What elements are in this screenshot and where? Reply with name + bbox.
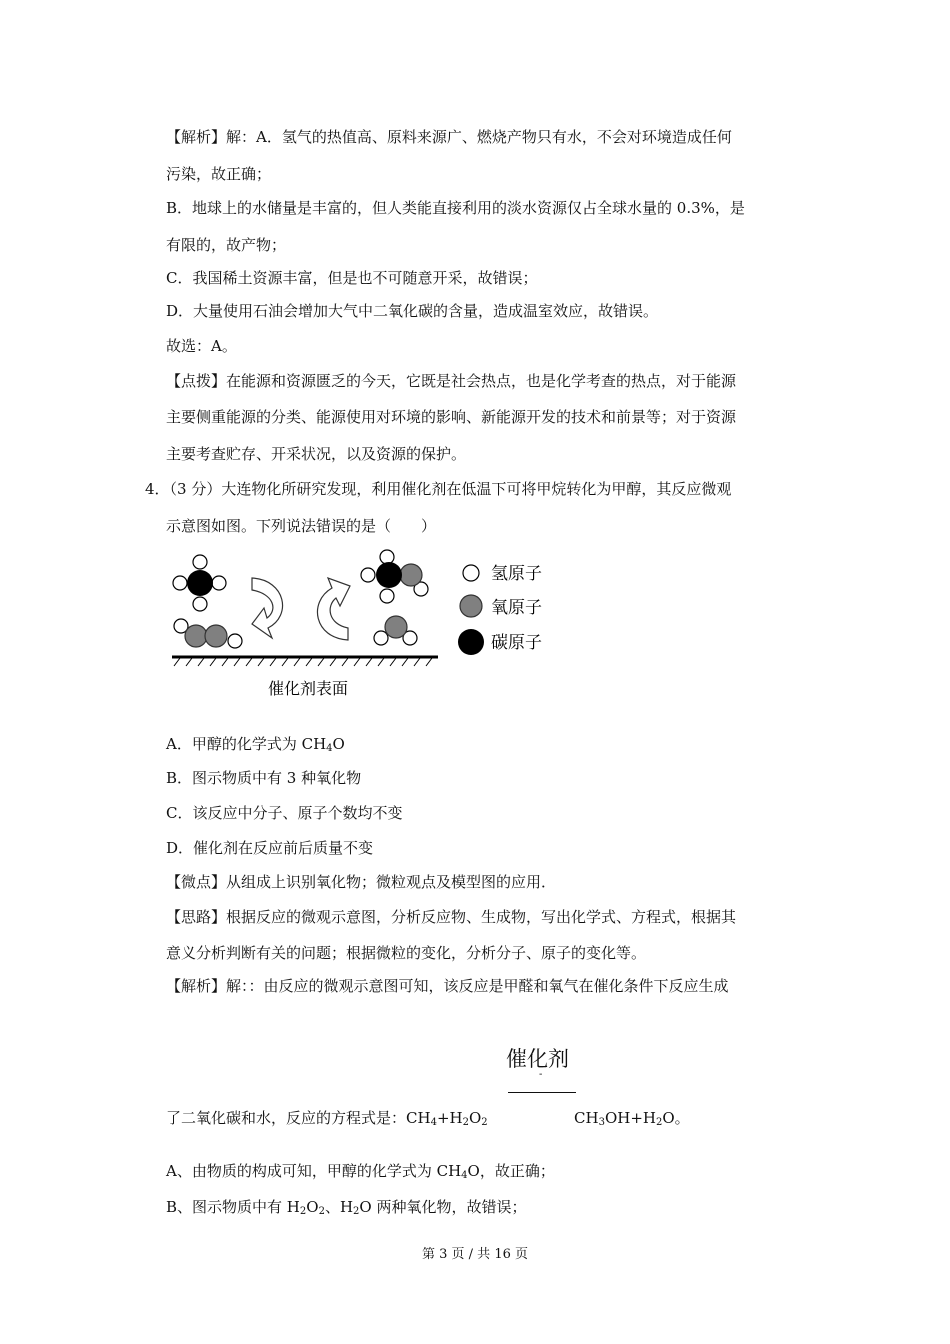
option-a: A．甲醇的化学式为 $CH_4O$ xyxy=(166,735,345,754)
surface-molecule-left xyxy=(174,619,242,648)
option-d: D．催化剂在反应前后质量不变 xyxy=(166,839,374,857)
analysis3-line3: B．地球上的水储量是丰富的，但人类能直接利用的淡水资源仅占全球水量的 0.3%，是 xyxy=(166,199,745,217)
equation-line xyxy=(166,1108,488,1133)
analysis4-line1: 【解析】解：：由反应的微观示意图可知，该反应是甲醛和氧气在催化条件下反应生成 xyxy=(166,977,729,995)
tip3-line3: 主要考查贮存、开采状况，以及资源的保护。 xyxy=(166,445,467,463)
question4-line1: 4．（3 分）大连物化所研究发现，利用催化剂在低温下可将甲烷转化为甲醇，其反应微观 xyxy=(145,480,732,498)
reaction-diagram xyxy=(168,546,568,706)
catalyst-condition: 催化剂 xyxy=(506,1047,569,1071)
tip3-line2: 主要侧重能源的分类、能源使用对环境的影响、新能源开发的技术和前景等；对于资源 xyxy=(166,408,737,426)
catalyst-mark: - xyxy=(539,1069,543,1080)
legend-hydrogen-marker xyxy=(463,565,479,581)
reaction-arrow-line xyxy=(508,1092,576,1093)
legend-oxygen-marker xyxy=(460,595,482,617)
tip3-line1: 【点拨】在能源和资源匮乏的今天，它既是社会热点，也是化学考查的热点，对于能源 xyxy=(166,372,737,390)
curved-arrow-icon xyxy=(317,578,350,640)
answer-b: B、图示物质中有 $H_2O_2$、$H_2O$ 两种氧化物，故错误； xyxy=(166,1198,527,1217)
water-molecule xyxy=(374,616,417,645)
curved-arrow-icon xyxy=(252,578,283,638)
surface-label: 催化剂表面 xyxy=(268,679,349,698)
methanol-molecule xyxy=(361,550,428,603)
equation-products: $CH_3OH+H_2O$。 xyxy=(574,1109,690,1128)
analysis3-line4: 有限的，故产物； xyxy=(166,236,287,254)
equation-reactants: 了二氧化碳和水，反应的方程式是：$CH_4+H_2O_2$ xyxy=(166,1109,488,1128)
page-footer: 第 3 页 / 共 16 页 xyxy=(422,1247,528,1262)
catalyst-surface xyxy=(172,657,438,666)
option-c: C．该反应中分子、原子个数均不变 xyxy=(166,804,403,822)
micro-point: 【微点】从组成上识别氧化物；微粒观点及模型图的应用． xyxy=(166,873,557,891)
idea-line2: 意义分析判断有关的问题；根据微粒的变化，分析分子、原子的变化等。 xyxy=(166,944,647,962)
analysis3-line7: 故选：A。 xyxy=(166,337,237,355)
idea-line1: 【思路】根据反应的微观示意图，分析反应物、生成物，写出化学式、方程式，根据其 xyxy=(166,908,737,926)
analysis3-line5: C．我国稀土资源丰富，但是也不可随意开采，故错误； xyxy=(166,269,538,287)
legend-carbon: 碳原子 xyxy=(491,633,542,653)
methane-molecule xyxy=(173,555,226,611)
answer-a: A、由物质的构成可知，甲醇的化学式为 $CH_4O$，故正确； xyxy=(166,1162,555,1181)
legend-oxygen: 氧原子 xyxy=(491,598,542,618)
legend-hydrogen: 氢原子 xyxy=(491,564,542,584)
analysis3-line6: D．大量使用石油会增加大气中二氧化碳的含量，造成温室效应，故错误。 xyxy=(166,302,659,320)
question4-line2: 示意图如图。下列说法错误的是（ ） xyxy=(166,517,437,535)
legend-carbon-marker xyxy=(458,629,484,655)
analysis3-line1: 【解析】解：A．氢气的热值高、原料来源广、燃烧产物只有水，不会对环境造成任何 xyxy=(166,128,732,146)
legend xyxy=(458,564,542,655)
option-b: B．图示物质中有 3 种氧化物 xyxy=(166,769,362,787)
analysis3-line2: 污染，故正确； xyxy=(166,165,272,183)
